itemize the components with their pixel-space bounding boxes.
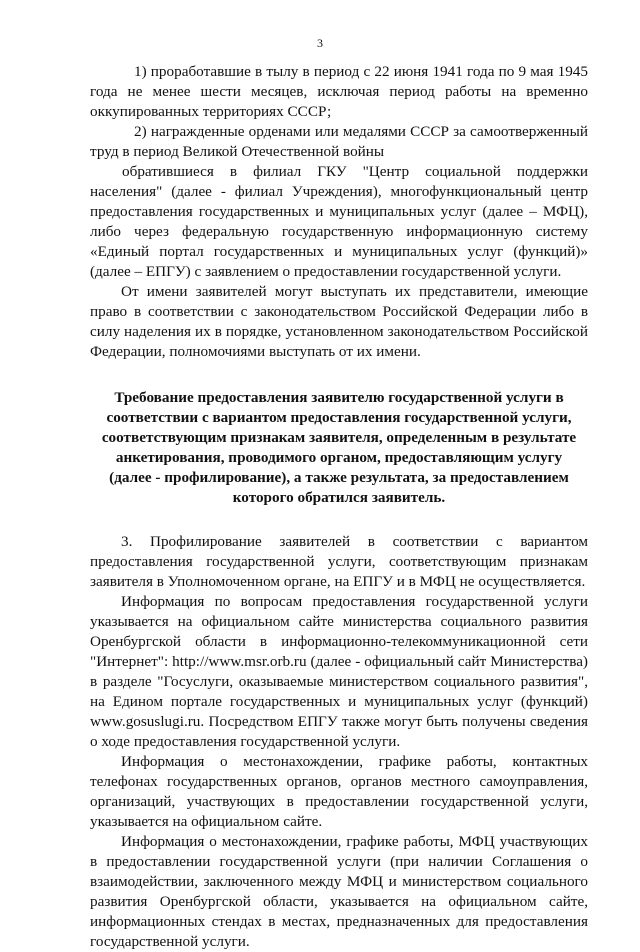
document-body (90, 62, 588, 952)
paragraph-applied: обратившиеся в филиал ГКУ "Центр социальной поддержки населения" (далее - филиал Учреждения), многофункциональный центр предоставления государственных и муниципальных услуг (далее – МФЦ), либо через федеральную государственную информационную систему «Единый портал государственных и муниципальных услуг (функций)» (далее – ЕПГУ) с заявлением о предоставлении государственной услуги. (90, 163, 588, 280)
paragraph-info-location: Информация о местонахождении, графике работы, контактных телефонах государственных органов, органов местного самоуправления, организаций, участвующих в предоставлении государственной услуги, указывается на официальном сайте. (90, 753, 588, 830)
paragraph-item-1: 1) проработавшие в тылу в период с 22 июня 1941 года по 9 мая 1945 года не менее шести месяцев, исключая период работы на временно оккупированных территориях СССР; (90, 63, 588, 120)
paragraph-item-2: 2) награжденные орденами или медалями СССР за самоотверженный труд в период Великой Отечественной войны (90, 123, 588, 160)
section-heading: Требование предоставления заявителю государственной услуги в соответствии с вариантом предоставления государственной услуги, соответствующим признакам заявителя, определенным в результате анкетирования, проводимого органом, предоставляющим услугу (далее - профилирование), а также результата, за предоставлением которого обратился заявитель. (101, 389, 577, 506)
paragraph-info-mfc: Информация о местонахождении, графике работы, МФЦ участвующих в предоставлении государственной услуги (при наличии Соглашения о взаимодействии, заключенного между МФЦ и министерством социального развития Оренбургской области, указывается на официальном сайте, информационных стендах в местах, предназначенных для предоставления государственной услуги. (90, 833, 588, 950)
paragraph-representatives: От имени заявителей могут выступать их представители, имеющие право в соответствии с законодательством Российской Федерации либо в силу наделения их в порядке, установленном законодательством Российской Федерации, полномочиями выступать от их имени. (90, 283, 588, 360)
paragraph-profiling: 3. Профилирование заявителей в соответствии с вариантом предоставления государственной услуги, соответствующим признакам заявителя в Уполномоченном органе, на ЕПГУ и в МФЦ не осуществляется. (90, 533, 588, 590)
paragraph-info-questions: Информация по вопросам предоставления государственной услуги указывается на официальном сайте министерства социального развития Оренбургской области в информационно-телекоммуникационной сети "Интернет": http://www.msr.orb.ru (далее - официальный сайт Министерства) в разделе "Госуслуги, оказываемые министерством социального развития", на Едином портале государственных и муниципальных услуг (функций) www.gosuslugi.ru. Посредством ЕПГУ также могут быть получены сведения о ходе предоставления государственной услуги. (90, 593, 588, 750)
page-number: 3 (317, 36, 323, 50)
